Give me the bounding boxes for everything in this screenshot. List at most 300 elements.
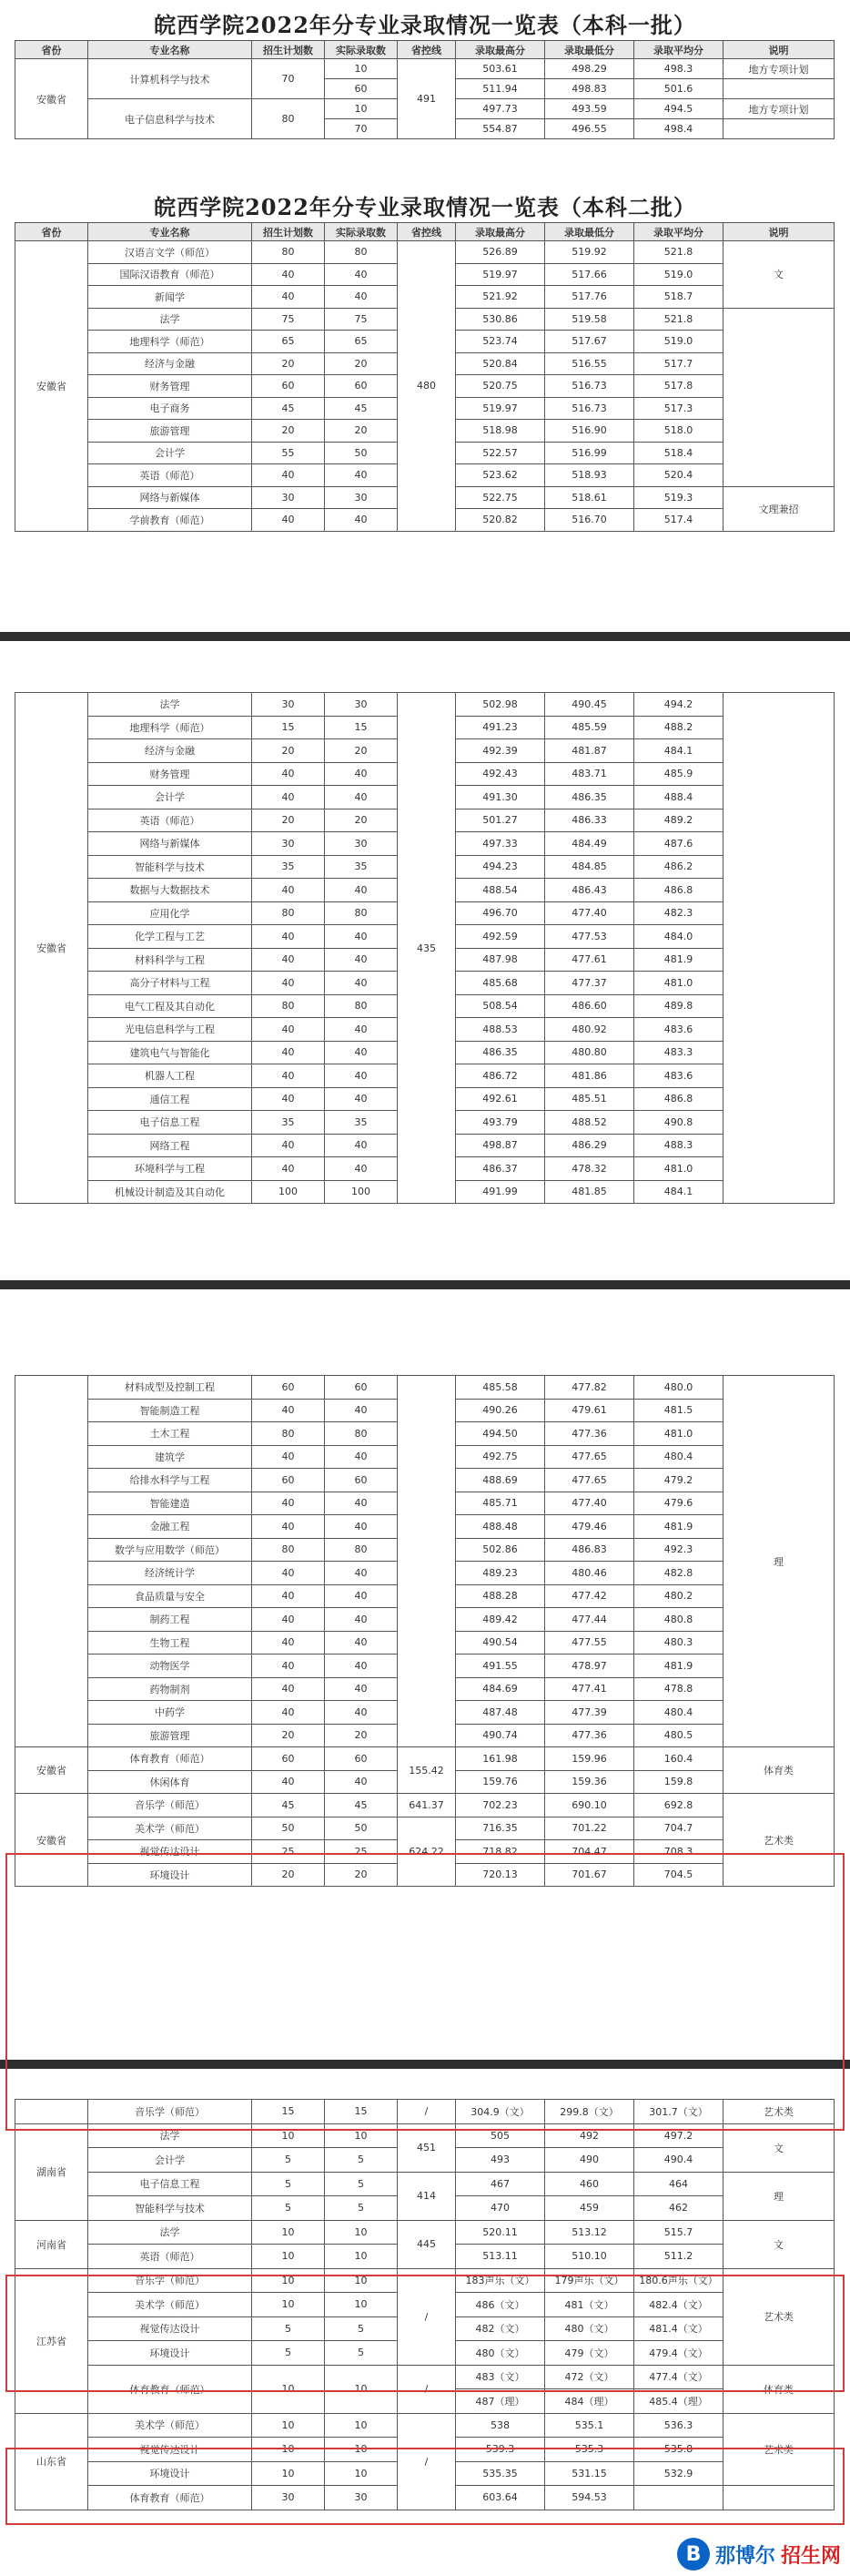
table-header-row (15, 223, 835, 241)
table-cell: 488.69 (456, 1469, 545, 1492)
table-cell: 10 (252, 2293, 325, 2317)
table-cell: 10 (325, 2365, 398, 2413)
table-cell: 30 (252, 693, 325, 717)
note-cell: 理 (724, 1376, 835, 1747)
major-cell: 法学 (88, 308, 252, 331)
table-cell: 40 (325, 1631, 398, 1655)
table-cell: 10 (325, 2220, 398, 2245)
table-cell: 510.10 (545, 2245, 634, 2269)
table-cell: 40 (252, 1445, 325, 1469)
page-divider (0, 628, 850, 683)
major-cell: 智能科学与技术 (88, 2196, 252, 2221)
table-cell: 40 (252, 879, 325, 902)
major-cell: 地理科学（师范） (88, 331, 252, 353)
table-cell: 489.42 (456, 1608, 545, 1632)
table-cell: 10 (252, 2365, 325, 2413)
table-cell: 483.71 (545, 762, 634, 786)
table-cell: 486.8 (634, 879, 724, 902)
table-row (15, 2123, 835, 2148)
table-cell: 40 (325, 1515, 398, 1539)
table-cell: 20 (325, 352, 398, 375)
major-cell: 体育教育（师范） (88, 2486, 252, 2510)
table-cell: 521.8 (634, 241, 724, 264)
table-row (15, 1817, 835, 1840)
table-cell: 477.82 (545, 1376, 634, 1400)
table-cell: 480.0 (634, 1376, 724, 1400)
major-cell: 通信工程 (88, 1087, 252, 1111)
major-cell: 电子信息科学与技术 (88, 99, 252, 139)
table-cell: 508.54 (456, 994, 545, 1018)
table-cell: 40 (325, 1770, 398, 1794)
table-cell: 20 (325, 739, 398, 763)
table-cell: 480.4 (634, 1445, 724, 1469)
province-cell: 湖南省 (15, 2123, 88, 2220)
table-cell: 484.49 (545, 832, 634, 856)
table-cell: 483（文） (456, 2365, 545, 2389)
table-cell: 488.54 (456, 879, 545, 902)
table-cell: 517.8 (634, 375, 724, 398)
table-cell: 40 (325, 263, 398, 286)
table-cell: 690.10 (545, 1794, 634, 1817)
note-cell (724, 2486, 835, 2510)
table-cell: 501.27 (456, 809, 545, 832)
table-cell: 161.98 (456, 1747, 545, 1771)
table-cell: 15 (252, 716, 325, 739)
table-cell: 519.58 (545, 308, 634, 331)
table-cell: 477.61 (545, 948, 634, 972)
table-cell: 480.3 (634, 1631, 724, 1655)
table-cell: 20 (252, 352, 325, 375)
table-row (15, 2268, 835, 2293)
column-header: 实际录取数 (325, 41, 398, 59)
table-cell: 10 (252, 2268, 325, 2293)
table-cell: 511.2 (634, 2245, 724, 2269)
table-cell: 488.28 (456, 1584, 545, 1608)
table-cell: 20 (252, 420, 325, 443)
table-cell: 159.76 (456, 1770, 545, 1794)
major-cell: 智能制造工程 (88, 1399, 252, 1422)
table-row (15, 1747, 835, 1771)
table-cell: 536.3 (634, 2413, 724, 2438)
table-cell: 491.99 (456, 1180, 545, 1204)
table-batch-2 (15, 222, 835, 532)
table-cell: 492.59 (456, 925, 545, 949)
table-row (15, 241, 835, 264)
major-cell: 体育教育（师范） (88, 1747, 252, 1771)
table-cell: 477.37 (545, 972, 634, 995)
watermark-text-accent: 招生网 (780, 2544, 841, 2568)
control-line-cell: 451 (398, 2123, 456, 2172)
column-header: 省控线 (398, 41, 456, 59)
major-cell: 会计学 (88, 786, 252, 809)
major-cell: 音乐学（师范） (88, 2268, 252, 2293)
table-cell: 517.7 (634, 352, 724, 375)
note-cell: 艺术类 (724, 1794, 835, 1887)
table-cell: 481.4（文） (634, 2316, 724, 2341)
table-cell: 5 (252, 2316, 325, 2341)
column-header: 招生计划数 (252, 223, 325, 241)
table-cell: 488.4 (634, 786, 724, 809)
table-cell: 40 (325, 1584, 398, 1608)
table-cell: 30 (252, 486, 325, 509)
table-cell: 459 (545, 2196, 634, 2221)
table-cell: 497.33 (456, 832, 545, 856)
major-cell: 给排水科学与工程 (88, 1469, 252, 1492)
table-cell: 487.98 (456, 948, 545, 972)
table-row (15, 2220, 835, 2245)
table-cell: 716.35 (456, 1817, 545, 1840)
table-cell: 526.89 (456, 241, 545, 264)
table-cell: 40 (325, 786, 398, 809)
table-cell: 10 (325, 2123, 398, 2148)
table-cell: 40 (325, 1701, 398, 1725)
table-cell: 493 (456, 2148, 545, 2173)
brand-logo-icon: B (677, 2538, 710, 2571)
table-cell: 490.45 (545, 693, 634, 717)
table-cell: 704.47 (545, 1840, 634, 1864)
table-cell: 481.5 (634, 1399, 724, 1422)
table-cell: 477.40 (545, 1492, 634, 1515)
table-cell: 486.35 (545, 786, 634, 809)
province-cell: 河南省 (15, 2220, 88, 2268)
table-cell: 40 (252, 1064, 325, 1088)
table-cell: 519.97 (456, 263, 545, 286)
table-cell: 40 (325, 762, 398, 786)
table-cell: 299.8（文） (545, 2100, 634, 2124)
table-cell: 10 (252, 2245, 325, 2269)
table-cell: 513.11 (456, 2245, 545, 2269)
table-cell: 489.23 (456, 1562, 545, 1585)
table-cell: 481.0 (634, 972, 724, 995)
table-row (15, 2172, 835, 2196)
table-cell: 15 (252, 2100, 325, 2124)
major-cell: 中药学 (88, 1701, 252, 1725)
table-cell: 521.92 (456, 286, 545, 309)
province-cell: 山东省 (15, 2413, 88, 2510)
table-cell: 492.43 (456, 762, 545, 786)
table-cell: 65 (252, 331, 325, 353)
table-cell: 40 (252, 1701, 325, 1725)
major-cell: 应用化学 (88, 901, 252, 925)
major-cell: 经济与金融 (88, 739, 252, 763)
table-cell: 40 (325, 948, 398, 972)
table-cell: 485.71 (456, 1492, 545, 1515)
table-cell: 75 (252, 308, 325, 331)
table-cell: 501.6 (634, 79, 724, 99)
table-cell: 40 (325, 879, 398, 902)
table-cell: 482.8 (634, 1562, 724, 1585)
table-cell: 480.46 (545, 1562, 634, 1585)
table-cell: 80 (252, 1422, 325, 1446)
table-cell: 487.6 (634, 832, 724, 856)
major-cell: 财务管理 (88, 375, 252, 398)
major-cell: 电子商务 (88, 397, 252, 420)
table-cell: 490 (545, 2148, 634, 2173)
major-cell: 旅游管理 (88, 420, 252, 443)
table-out-of-province (15, 2099, 835, 2510)
table-cell: 301.7（文） (634, 2100, 724, 2124)
major-cell: 环境设计 (88, 1863, 252, 1887)
column-header: 说明 (724, 223, 835, 241)
table-cell: 485.9 (634, 762, 724, 786)
table-cell: 10 (325, 2293, 398, 2317)
table-cell: 40 (252, 1399, 325, 1422)
major-cell: 高分子材料与工程 (88, 972, 252, 995)
table-cell: 490.54 (456, 1631, 545, 1655)
major-cell: 经济与金融 (88, 352, 252, 375)
table-cell: 486.2 (634, 855, 724, 879)
table-cell: 30 (325, 832, 398, 856)
table-cell: 486（文） (456, 2293, 545, 2317)
table-cell: 535.35 (456, 2461, 545, 2486)
table-cell: 493.59 (545, 99, 634, 119)
table-cell: 692.8 (634, 1794, 724, 1817)
column-header: 录取最高分 (456, 41, 545, 59)
column-header: 省控线 (398, 223, 456, 241)
table-cell: 30 (252, 2486, 325, 2510)
table-cell: 478.32 (545, 1157, 634, 1181)
table-cell: 40 (252, 1631, 325, 1655)
control-line-cell: 435 (398, 693, 456, 1204)
major-cell: 网络与新媒体 (88, 832, 252, 856)
major-cell: 法学 (88, 693, 252, 717)
table-cell: 488.53 (456, 1018, 545, 1042)
table-cell: 60 (325, 375, 398, 398)
table-cell: 179声乐（文） (545, 2268, 634, 2293)
table-cell: 50 (325, 1817, 398, 1840)
table-cell: 40 (252, 948, 325, 972)
note-cell: 地方专项计划 (724, 99, 835, 119)
control-line-cell: / (398, 2100, 456, 2124)
table-cell: 479.2 (634, 1469, 724, 1492)
table-cell: 40 (325, 286, 398, 309)
major-cell: 环境设计 (88, 2341, 252, 2366)
table-cell: 521.8 (634, 308, 724, 331)
table-cell: 45 (252, 1794, 325, 1817)
table-cell: 486.83 (545, 1538, 634, 1562)
table-cell: 515.7 (634, 2220, 724, 2245)
table-cell: 40 (252, 1515, 325, 1539)
table-cell: 40 (252, 786, 325, 809)
table-cell: 60 (252, 1376, 325, 1400)
table-cell: 481（文） (545, 2293, 634, 2317)
table-cell: 494.23 (456, 855, 545, 879)
control-line-cell: 480 (398, 241, 456, 532)
table-cell: 100 (252, 1180, 325, 1204)
table-cell: 60 (252, 1469, 325, 1492)
table-cell: 492 (545, 2123, 634, 2148)
table-cell: 481.0 (634, 1422, 724, 1446)
table-cell: 40 (252, 1087, 325, 1111)
table-cell: 518.4 (634, 442, 724, 464)
control-line-cell: 491 (398, 59, 456, 139)
table-cell: 492.61 (456, 1087, 545, 1111)
major-cell: 法学 (88, 2220, 252, 2245)
table-cell: 481.87 (545, 739, 634, 763)
table-cell: 487（理） (456, 2389, 545, 2414)
table-cell: 10 (252, 2220, 325, 2245)
table-cell: 159.8 (634, 1770, 724, 1794)
table-cell: 482.3 (634, 901, 724, 925)
note-cell: 文 (724, 2220, 835, 2268)
major-cell: 视觉传达设计 (88, 1840, 252, 1864)
table-cell: 492.75 (456, 1445, 545, 1469)
major-cell: 计算机科学与技术 (88, 59, 252, 99)
table-cell: 494.2 (634, 693, 724, 717)
table-cell: 70 (325, 119, 398, 139)
table-cell: 701.22 (545, 1817, 634, 1840)
table-cell: 486.33 (545, 809, 634, 832)
table-cell: 40 (252, 1562, 325, 1585)
table-cell: 486.35 (456, 1041, 545, 1064)
table-cell: 40 (252, 762, 325, 786)
table-cell: 10 (325, 2245, 398, 2269)
major-cell: 网络与新媒体 (88, 486, 252, 509)
table-cell: 40 (325, 1087, 398, 1111)
table-cell: 477.65 (545, 1469, 634, 1492)
table-cell: 40 (325, 1064, 398, 1088)
major-cell: 化学工程与工艺 (88, 925, 252, 949)
control-line-cell (398, 1376, 456, 1747)
control-line-cell: 445 (398, 2220, 456, 2268)
control-line-cell: 155.42 (398, 1747, 456, 1794)
table-cell: 517.67 (545, 331, 634, 353)
table-cell: 40 (252, 1608, 325, 1632)
table-cell: 518.61 (545, 486, 634, 509)
table-cell: 535.8 (634, 2438, 724, 2462)
table-cell: 520.84 (456, 352, 545, 375)
note-cell: 文 (724, 241, 835, 309)
major-cell: 电子信息工程 (88, 1111, 252, 1135)
table-cell: 498.87 (456, 1134, 545, 1157)
table-cell: 40 (252, 286, 325, 309)
table-cell: 484.85 (545, 855, 634, 879)
table-cell: 482.4（文） (634, 2293, 724, 2317)
table-cell: 35 (325, 1111, 398, 1135)
major-cell: 音乐学（师范） (88, 1794, 252, 1817)
table-cell: 484.69 (456, 1677, 545, 1701)
table-cell: 10 (325, 2268, 398, 2293)
table-cell: 708.3 (634, 1840, 724, 1864)
table-cell: 490.8 (634, 1111, 724, 1135)
table-cell: 40 (252, 972, 325, 995)
table-cell: 464 (634, 2172, 724, 2196)
major-cell: 会计学 (88, 2148, 252, 2173)
table-cell: 480.92 (545, 1018, 634, 1042)
table-cell: 60 (325, 79, 398, 99)
table-cell: 40 (252, 925, 325, 949)
major-cell: 美术学（师范） (88, 2413, 252, 2438)
province-cell: 安徽省 (15, 1747, 88, 1794)
table-cell: 80 (252, 901, 325, 925)
table-cell: 40 (252, 1492, 325, 1515)
table-cell: 516.70 (545, 509, 634, 532)
table-cell: 40 (252, 1041, 325, 1064)
table-cell: 35 (325, 855, 398, 879)
table-cell: 496.55 (545, 119, 634, 139)
column-header: 录取平均分 (634, 41, 724, 59)
table-cell: 40 (252, 1770, 325, 1794)
table-cell: 481.0 (634, 1157, 724, 1181)
note-cell: 艺术类 (724, 2413, 835, 2486)
table-cell: 516.90 (545, 420, 634, 443)
table-cell: 25 (325, 1840, 398, 1864)
table-cell: 20 (252, 739, 325, 763)
table-cell: 603.64 (456, 2486, 545, 2510)
major-cell: 旅游管理 (88, 1724, 252, 1747)
major-cell: 智能科学与技术 (88, 855, 252, 879)
table-cell: 704.7 (634, 1817, 724, 1840)
table-cell: 50 (252, 1817, 325, 1840)
table-cell: 40 (252, 1018, 325, 1042)
table-cell: 519.92 (545, 241, 634, 264)
major-cell: 环境科学与工程 (88, 1157, 252, 1181)
table-cell: 480.80 (545, 1041, 634, 1064)
table-cell: 519.0 (634, 263, 724, 286)
province-cell: 安徽省 (15, 1794, 88, 1887)
table-cell: 159.96 (545, 1747, 634, 1771)
table-cell: 531.15 (545, 2461, 634, 2486)
table-cell: 40 (252, 1655, 325, 1678)
page-divider (0, 2040, 850, 2090)
table-cell: 75 (325, 308, 398, 331)
table-cell: 159.36 (545, 1770, 634, 1794)
table-cell: 40 (325, 1445, 398, 1469)
table-cell: 5 (252, 2196, 325, 2221)
table-cell: 485.4（理） (634, 2389, 724, 2414)
table-cell: 516.55 (545, 352, 634, 375)
watermark-text: 那博尔 (714, 2544, 775, 2568)
column-header: 招生计划数 (252, 41, 325, 59)
note-cell (724, 693, 835, 1204)
table-cell: 497.2 (634, 2123, 724, 2148)
table-cell: 520.75 (456, 375, 545, 398)
table-cell: 516.73 (545, 375, 634, 398)
table-cell: 481.9 (634, 1655, 724, 1678)
table-cell: 485.68 (456, 972, 545, 995)
watermark-logo (677, 2538, 841, 2571)
column-header: 录取最低分 (545, 223, 634, 241)
table-cell: 5 (325, 2196, 398, 2221)
table-cell: 10 (325, 2413, 398, 2438)
table-cell: 483.6 (634, 1018, 724, 1042)
major-cell: 制药工程 (88, 1608, 252, 1632)
table-cell: 502.98 (456, 693, 545, 717)
table-cell: 477.55 (545, 1631, 634, 1655)
table-cell: 523.74 (456, 331, 545, 353)
major-cell: 美术学（师范） (88, 1817, 252, 1840)
major-cell: 土木工程 (88, 1422, 252, 1446)
major-cell: 经济统计学 (88, 1562, 252, 1585)
control-line-cell: 624.22 (398, 1817, 456, 1887)
table-cell: 35 (252, 855, 325, 879)
table-cell: 488.2 (634, 716, 724, 739)
table-cell: 489.2 (634, 809, 724, 832)
table-cell: 516.99 (545, 442, 634, 464)
note-cell: 艺术类 (724, 2268, 835, 2365)
table-cell: 520.11 (456, 2220, 545, 2245)
table-cell (634, 2486, 724, 2510)
table-cell: 488.52 (545, 1111, 634, 1135)
table-cell: 40 (325, 509, 398, 532)
major-cell: 会计学 (88, 442, 252, 464)
major-cell: 音乐学（师范） (88, 2100, 252, 2124)
table-cell: 496.70 (456, 901, 545, 925)
table-cell: 477.53 (545, 925, 634, 949)
major-cell: 材料科学与工程 (88, 948, 252, 972)
table-cell: 489.8 (634, 994, 724, 1018)
major-cell: 生物工程 (88, 1631, 252, 1655)
